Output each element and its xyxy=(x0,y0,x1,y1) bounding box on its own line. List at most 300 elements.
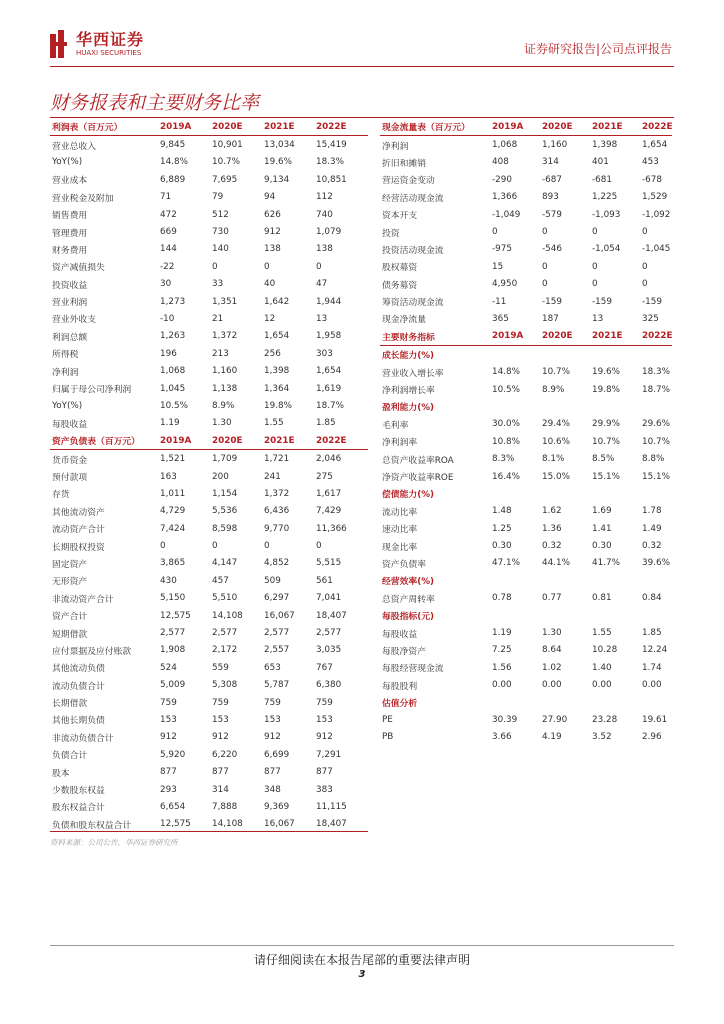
row-value: 16,067 xyxy=(264,610,295,621)
row-value: 314 xyxy=(212,784,229,795)
row-label: 净资产收益率ROE xyxy=(382,473,454,483)
row-value xyxy=(542,572,592,589)
row-value: 1,654 xyxy=(264,331,290,342)
row-label: 归属于母公司净利润 xyxy=(52,385,132,396)
row-value: 0.32 xyxy=(542,541,562,552)
row-value: 4.19 xyxy=(542,732,562,743)
row-value: 1,160 xyxy=(542,140,568,151)
row-value: -546 xyxy=(542,244,562,255)
row-value: 653 xyxy=(264,662,281,673)
row-value: 1.69 xyxy=(592,506,612,517)
row-value: 759 xyxy=(316,697,333,708)
row-value: 8.9% xyxy=(542,384,565,395)
row-value: 2,172 xyxy=(212,645,238,656)
row-value: 293 xyxy=(160,784,177,795)
table-row xyxy=(380,642,672,659)
row-value: 1,364 xyxy=(264,383,290,394)
row-value: 0 xyxy=(264,541,270,552)
row-value: 1,154 xyxy=(212,488,238,499)
row-value: 2020E xyxy=(212,432,264,450)
table-row xyxy=(50,328,368,345)
row-value: 1,529 xyxy=(642,192,668,203)
table-row xyxy=(50,537,368,554)
row-value: 3,865 xyxy=(160,558,186,569)
row-value: 0.30 xyxy=(492,541,512,552)
table-row xyxy=(380,223,672,240)
row-label: 每股经营现金流 xyxy=(382,664,444,675)
row-value: 912 xyxy=(264,732,281,743)
row-value: 2019A xyxy=(492,118,542,136)
row-value: -11 xyxy=(492,296,507,307)
table-header-row xyxy=(50,118,368,136)
row-value: 16.4% xyxy=(492,471,520,482)
row-value xyxy=(492,694,542,711)
row-value: 10.5% xyxy=(160,400,188,411)
table-header-row xyxy=(50,432,368,450)
row-value: 14.8% xyxy=(492,367,520,378)
row-label: 财务费用 xyxy=(52,245,88,256)
row-value: 44.1% xyxy=(542,558,570,569)
row-value: 14,108 xyxy=(212,610,243,621)
row-label: 投资活动现金流 xyxy=(382,245,444,256)
row-value: 325 xyxy=(642,313,659,324)
row-value: 524 xyxy=(160,662,177,673)
row-value: 71 xyxy=(160,192,172,203)
row-label: YoY(%) xyxy=(52,400,83,411)
row-value: 9,770 xyxy=(264,523,290,534)
row-value: 759 xyxy=(264,697,281,708)
row-value: 41.7% xyxy=(592,558,620,569)
row-value: 5,920 xyxy=(160,749,186,760)
row-value: 0.32 xyxy=(642,541,662,552)
table-row xyxy=(380,503,672,520)
table-row xyxy=(380,520,672,537)
row-value: -290 xyxy=(492,174,512,185)
table-row xyxy=(380,363,672,380)
row-value: 1,263 xyxy=(160,331,186,342)
table-row xyxy=(380,590,672,607)
row-value: 0 xyxy=(492,227,498,238)
row-value: 430 xyxy=(160,575,177,586)
row-value: 6,220 xyxy=(212,749,238,760)
row-value: 1,225 xyxy=(592,192,618,203)
row-value: 0 xyxy=(592,227,598,238)
row-value: 0.78 xyxy=(492,593,512,604)
row-label: 净利润增长率 xyxy=(382,386,435,397)
row-value: 453 xyxy=(642,157,659,168)
row-value: 0 xyxy=(160,541,166,552)
row-value: 10.8% xyxy=(492,436,520,447)
row-label: 每股收益 xyxy=(382,629,418,640)
row-value: 30.0% xyxy=(492,419,520,430)
row-value: 8.1% xyxy=(542,454,565,465)
table-row xyxy=(50,468,368,485)
row-value: 7.25 xyxy=(492,645,512,656)
row-value: 2021E xyxy=(264,432,316,450)
row-label: 长期股权投资 xyxy=(52,542,105,553)
row-value: 7,041 xyxy=(316,593,342,604)
row-label: 每股股利 xyxy=(382,681,418,692)
row-value: 4,852 xyxy=(264,558,290,569)
row-label: 存货 xyxy=(52,490,70,501)
row-value: 13 xyxy=(316,313,328,324)
section-title: 财务报表和主要财务比率 xyxy=(50,92,260,114)
row-value: 512 xyxy=(212,209,229,220)
table-row xyxy=(50,450,368,468)
table-row xyxy=(50,711,368,728)
row-value: 15.0% xyxy=(542,471,570,482)
row-value: 19.61 xyxy=(642,714,668,725)
table-row xyxy=(380,310,672,327)
table-row xyxy=(50,293,368,310)
row-label: 营运资金变动 xyxy=(382,176,435,187)
row-value: -159 xyxy=(592,296,612,307)
legal-disclaimer: 请仔细阅读在本报告尾部的重要法律声明 xyxy=(253,953,470,967)
table-row xyxy=(50,729,368,746)
row-value: 40 xyxy=(264,279,276,290)
table-row xyxy=(380,258,672,275)
row-label: 盈利能力(%) xyxy=(382,403,435,414)
row-label: 经营效率(%) xyxy=(382,577,435,588)
row-value: 767 xyxy=(316,662,333,673)
row-value: 15.1% xyxy=(642,471,670,482)
row-value: 365 xyxy=(492,313,509,324)
row-value: 1,372 xyxy=(212,331,238,342)
row-label: 无形资产 xyxy=(52,577,88,588)
row-value: 348 xyxy=(264,784,281,795)
row-value: 4,950 xyxy=(492,279,518,290)
row-value: 6,297 xyxy=(264,593,290,604)
row-value: 138 xyxy=(264,244,281,255)
source-divider xyxy=(50,831,368,832)
row-label: 应付票据及应付账款 xyxy=(52,646,132,657)
row-value: 0 xyxy=(642,227,648,238)
row-value: 18.3% xyxy=(316,157,344,168)
row-label: 资本开支 xyxy=(382,211,418,222)
row-label: 非流动负债合计 xyxy=(52,733,114,744)
row-value: 19.8% xyxy=(264,400,292,411)
row-value: 893 xyxy=(542,192,559,203)
row-value: 1.36 xyxy=(542,523,562,534)
row-value: 18,407 xyxy=(316,610,347,621)
row-value: 3.52 xyxy=(592,732,612,743)
row-value: 408 xyxy=(492,157,509,168)
table-row xyxy=(50,624,368,641)
row-value: 1,619 xyxy=(316,383,342,394)
row-value: 29.6% xyxy=(642,419,670,430)
row-value: 30 xyxy=(160,279,172,290)
row-value xyxy=(592,694,642,711)
row-label: 资产合计 xyxy=(52,612,88,623)
table-row xyxy=(380,659,672,676)
row-value: 2021E xyxy=(592,118,642,136)
row-value: 1,079 xyxy=(316,227,342,238)
table-row xyxy=(380,381,672,398)
row-value: 23.28 xyxy=(592,714,618,725)
row-value: 877 xyxy=(264,767,281,778)
row-value: 1,709 xyxy=(212,454,238,465)
table-row xyxy=(380,677,672,694)
row-value: 1,045 xyxy=(160,383,186,394)
row-value: 2021E xyxy=(264,118,316,136)
row-value: 10,851 xyxy=(316,174,347,185)
row-label: PE xyxy=(382,714,393,725)
table-row xyxy=(50,503,368,520)
logo-text xyxy=(76,31,144,58)
row-value: 2022E xyxy=(316,118,368,136)
row-value: 2019A xyxy=(160,118,212,136)
row-value: 1,654 xyxy=(642,140,668,151)
table-row xyxy=(380,171,672,188)
row-value: 0 xyxy=(316,261,322,272)
row-value: 94 xyxy=(264,192,276,203)
row-value: 200 xyxy=(212,471,229,482)
row-value: 5,510 xyxy=(212,593,238,604)
row-value: 5,787 xyxy=(264,680,290,691)
row-value: 1.30 xyxy=(542,628,562,639)
row-value: 5,515 xyxy=(316,558,342,569)
cashflow-and-ratios-table xyxy=(380,118,672,746)
row-value: 1,642 xyxy=(264,296,290,307)
row-value: 2,577 xyxy=(264,628,290,639)
table-row xyxy=(50,136,368,154)
row-value: 10.6% xyxy=(542,436,570,447)
row-value: 7,424 xyxy=(160,523,186,534)
table-row xyxy=(380,555,672,572)
row-value: 383 xyxy=(316,784,333,795)
table-section-row xyxy=(380,694,672,711)
table-header-row xyxy=(380,328,672,346)
row-value: 1,958 xyxy=(316,331,342,342)
row-label: 净利润率 xyxy=(382,438,418,449)
row-value: 2.96 xyxy=(642,732,662,743)
row-value xyxy=(542,346,592,364)
row-value: 1,160 xyxy=(212,366,238,377)
row-value: 19.6% xyxy=(264,157,292,168)
row-value: 0.00 xyxy=(542,680,562,691)
row-value xyxy=(492,398,542,415)
row-value: 112 xyxy=(316,192,333,203)
row-value: 163 xyxy=(160,471,177,482)
row-value: 29.9% xyxy=(592,419,620,430)
row-value: 2,577 xyxy=(212,628,238,639)
row-value: 0.81 xyxy=(592,593,612,604)
row-value xyxy=(592,607,642,624)
row-value: 47.1% xyxy=(492,558,520,569)
row-value: 1,011 xyxy=(160,488,186,499)
row-value: 1.02 xyxy=(542,662,562,673)
row-value: 18.7% xyxy=(642,384,670,395)
table-row xyxy=(50,485,368,502)
row-value: 1,617 xyxy=(316,488,342,499)
table-row xyxy=(50,677,368,694)
row-value: 0.77 xyxy=(542,593,562,604)
table-row xyxy=(50,223,368,240)
row-value: 18.3% xyxy=(642,367,670,378)
row-value: 0 xyxy=(642,261,648,272)
row-value: 18,407 xyxy=(316,819,347,830)
row-value: -10 xyxy=(160,313,175,324)
table-row xyxy=(380,136,672,154)
row-value xyxy=(542,694,592,711)
table-row xyxy=(380,206,672,223)
row-value: 1.49 xyxy=(642,523,662,534)
row-value: 626 xyxy=(264,209,281,220)
row-label: 长期借款 xyxy=(52,699,88,710)
row-value: 877 xyxy=(160,767,177,778)
row-value xyxy=(642,694,672,711)
row-value: 10.28 xyxy=(592,645,618,656)
row-value xyxy=(642,572,672,589)
row-value: 472 xyxy=(160,209,177,220)
row-value xyxy=(492,572,542,589)
row-label: 其他流动资产 xyxy=(52,507,105,518)
table-section-row xyxy=(380,572,672,589)
table-row xyxy=(50,659,368,676)
row-value: 1.19 xyxy=(492,628,512,639)
row-value: 12 xyxy=(264,313,276,324)
row-value: 1.48 xyxy=(492,506,512,517)
row-label: 利润表（百万元） xyxy=(50,118,160,136)
row-value: 10.7% xyxy=(212,157,240,168)
row-value: 1,351 xyxy=(212,296,238,307)
row-value: 0 xyxy=(542,261,548,272)
row-value: 2022E xyxy=(316,432,368,450)
row-value: 6,699 xyxy=(264,749,290,760)
row-value: 27.90 xyxy=(542,714,568,725)
row-value: 8.8% xyxy=(642,454,665,465)
row-value: 39.6% xyxy=(642,558,670,569)
row-value: 5,308 xyxy=(212,680,238,691)
table-row xyxy=(50,154,368,171)
row-value: 11,115 xyxy=(316,801,347,812)
table-row xyxy=(50,206,368,223)
table-section-row xyxy=(380,346,672,364)
row-value: 877 xyxy=(212,767,229,778)
row-label: 短期借款 xyxy=(52,629,88,640)
row-value: 1,654 xyxy=(316,366,342,377)
table-row xyxy=(50,415,368,432)
row-value: 8.9% xyxy=(212,400,235,411)
row-label: 其他长期负债 xyxy=(52,716,105,727)
row-value: 10.7% xyxy=(592,436,620,447)
row-value: 1.30 xyxy=(212,418,232,429)
row-label: 现金比率 xyxy=(382,542,418,553)
row-value: 1,372 xyxy=(264,488,290,499)
row-value: 12.24 xyxy=(642,645,668,656)
logo-chinese-name: 华西证券 xyxy=(76,29,145,49)
row-value: 2021E xyxy=(592,328,642,346)
table-row xyxy=(380,293,672,310)
row-label: 经营活动现金流 xyxy=(382,193,444,204)
table-row xyxy=(50,642,368,659)
row-value: 1,273 xyxy=(160,296,186,307)
row-value: 12,575 xyxy=(160,819,191,830)
table-row xyxy=(50,781,368,798)
row-value: 5,150 xyxy=(160,593,186,604)
row-value: 15 xyxy=(492,261,504,272)
row-value: 3,035 xyxy=(316,645,342,656)
row-label: 资产负债率 xyxy=(382,559,426,570)
row-value: 6,380 xyxy=(316,680,342,691)
table-row xyxy=(50,798,368,815)
row-value: 0 xyxy=(592,261,598,272)
row-value: 153 xyxy=(212,714,229,725)
row-value: 6,436 xyxy=(264,506,290,517)
row-label: 净利润 xyxy=(52,367,79,378)
row-value xyxy=(642,485,672,502)
row-label: 股本 xyxy=(52,768,70,779)
row-value: 1,068 xyxy=(492,140,518,151)
row-value: 7,291 xyxy=(316,749,342,760)
table-row xyxy=(380,276,672,293)
row-value: 740 xyxy=(316,209,333,220)
table-row xyxy=(50,310,368,327)
table-row xyxy=(50,763,368,780)
table-row xyxy=(50,520,368,537)
row-label: YoY(%) xyxy=(52,157,83,168)
row-value: 669 xyxy=(160,227,177,238)
row-label: 净利润 xyxy=(382,141,409,152)
row-label: 偿债能力(%) xyxy=(382,490,435,501)
row-value xyxy=(492,485,542,502)
row-value: 11,366 xyxy=(316,523,347,534)
table-row xyxy=(50,572,368,589)
table-section-row xyxy=(380,398,672,415)
row-label: 资产减值损失 xyxy=(52,263,105,274)
row-value: 153 xyxy=(160,714,177,725)
row-value xyxy=(642,346,672,364)
row-label: 总资产收益率ROA xyxy=(382,455,454,466)
row-value: 10.5% xyxy=(492,384,520,395)
row-label: 筹资活动现金流 xyxy=(382,298,444,309)
row-value: 10.7% xyxy=(542,367,570,378)
row-label: 营业收入增长率 xyxy=(382,368,444,379)
row-value: 9,845 xyxy=(160,140,186,151)
row-value: 1.41 xyxy=(592,523,612,534)
row-value: 13,034 xyxy=(264,140,295,151)
row-value: 4,147 xyxy=(212,558,238,569)
row-value: -159 xyxy=(642,296,662,307)
row-value: 30.39 xyxy=(492,714,518,725)
row-label: 营业外收支 xyxy=(52,315,96,326)
row-value: 140 xyxy=(212,244,229,255)
row-label: 每股指标(元) xyxy=(382,612,435,623)
header-divider xyxy=(50,66,674,67)
row-value: 153 xyxy=(316,714,333,725)
table-header-row xyxy=(380,118,672,136)
table-row xyxy=(50,345,368,362)
row-value: 187 xyxy=(542,313,559,324)
row-value: 314 xyxy=(542,157,559,168)
table-row xyxy=(50,362,368,379)
row-label: 其他流动负债 xyxy=(52,664,105,675)
row-value: 2022E xyxy=(642,118,672,136)
row-value: 457 xyxy=(212,575,229,586)
row-value: 196 xyxy=(160,348,177,359)
row-value: 1.78 xyxy=(642,506,662,517)
row-value: -579 xyxy=(542,209,562,220)
row-value: 6,889 xyxy=(160,174,186,185)
row-value: 0.00 xyxy=(492,680,512,691)
row-label: 非流动资产合计 xyxy=(52,594,114,605)
row-label: 负债合计 xyxy=(52,751,88,762)
row-value: 1.74 xyxy=(642,662,662,673)
row-value: 912 xyxy=(316,732,333,743)
row-value: 16,067 xyxy=(264,819,295,830)
row-value: 9,369 xyxy=(264,801,290,812)
row-value: 1.55 xyxy=(592,628,612,639)
